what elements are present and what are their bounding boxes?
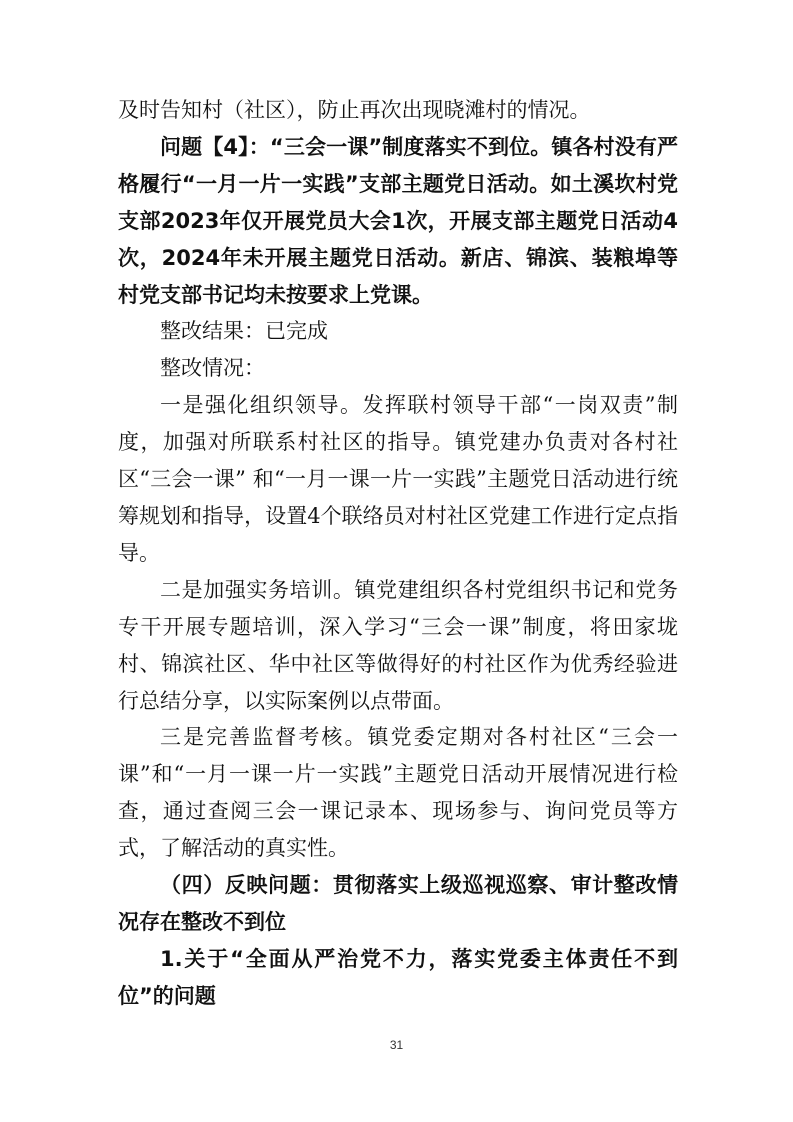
issue-4-paragraph: 问题【4】：“三会一课”制度落实不到位。镇各村没有严格履行“一月一片一实践”支部主题党日活动。如土溪坎村党支部2023年仅开展党员大会1次，开展支部主题党日活动4次，2024年未开展主题党日活动。新店、锦滨、装粮埠等村党支部书记均未按要求上党课。 [118, 134, 678, 307]
document-body [118, 92, 678, 1015]
item-1-heading: 1.关于“全面从严治党不力，落实党委主体责任不到位”的问题 [118, 946, 678, 1008]
page-number: 31 [389, 1038, 404, 1052]
situation-heading: 整改情况： [160, 356, 265, 381]
result-paragraph: 整改结果：已完成 [160, 319, 328, 344]
measure-1-paragraph: 一是强化组织领导。发挥联村领导干部“一岗双责”制度，加强对所联系村社区的指导。镇党建办负责对各村社区“三会一课” 和“一月一课一片一实践”主题党日活动进行统筹规划和指导，设置4个联络员对村社区党建工作进行定点指导。 [118, 393, 678, 565]
continuation-paragraph: 及时告知村（社区），防止再次出现晓滩村的情况。 [118, 98, 591, 122]
measure-2-paragraph: 二是加强实务培训。镇党建组织各村党组织书记和党务专干开展专题培训，深入学习“三会一课”制度，将田家垅村、锦滨社区、华中社区等做得好的村社区作为优秀经验进行总结分享，以实际案例以点带面。 [118, 577, 678, 713]
measure-3-paragraph: 三是完善监督考核。镇党委定期对各村社区“三会一课”和“一月一课一片一实践”主题党日活动开展情况进行检查，通过查阅三会一课记录本、现场参与、询问党员等方式，了解活动的真实性。 [118, 725, 678, 861]
section-4-heading: （四）反映问题：贯彻落实上级巡视巡察、审计整改情况存在整改不到位 [118, 873, 678, 934]
